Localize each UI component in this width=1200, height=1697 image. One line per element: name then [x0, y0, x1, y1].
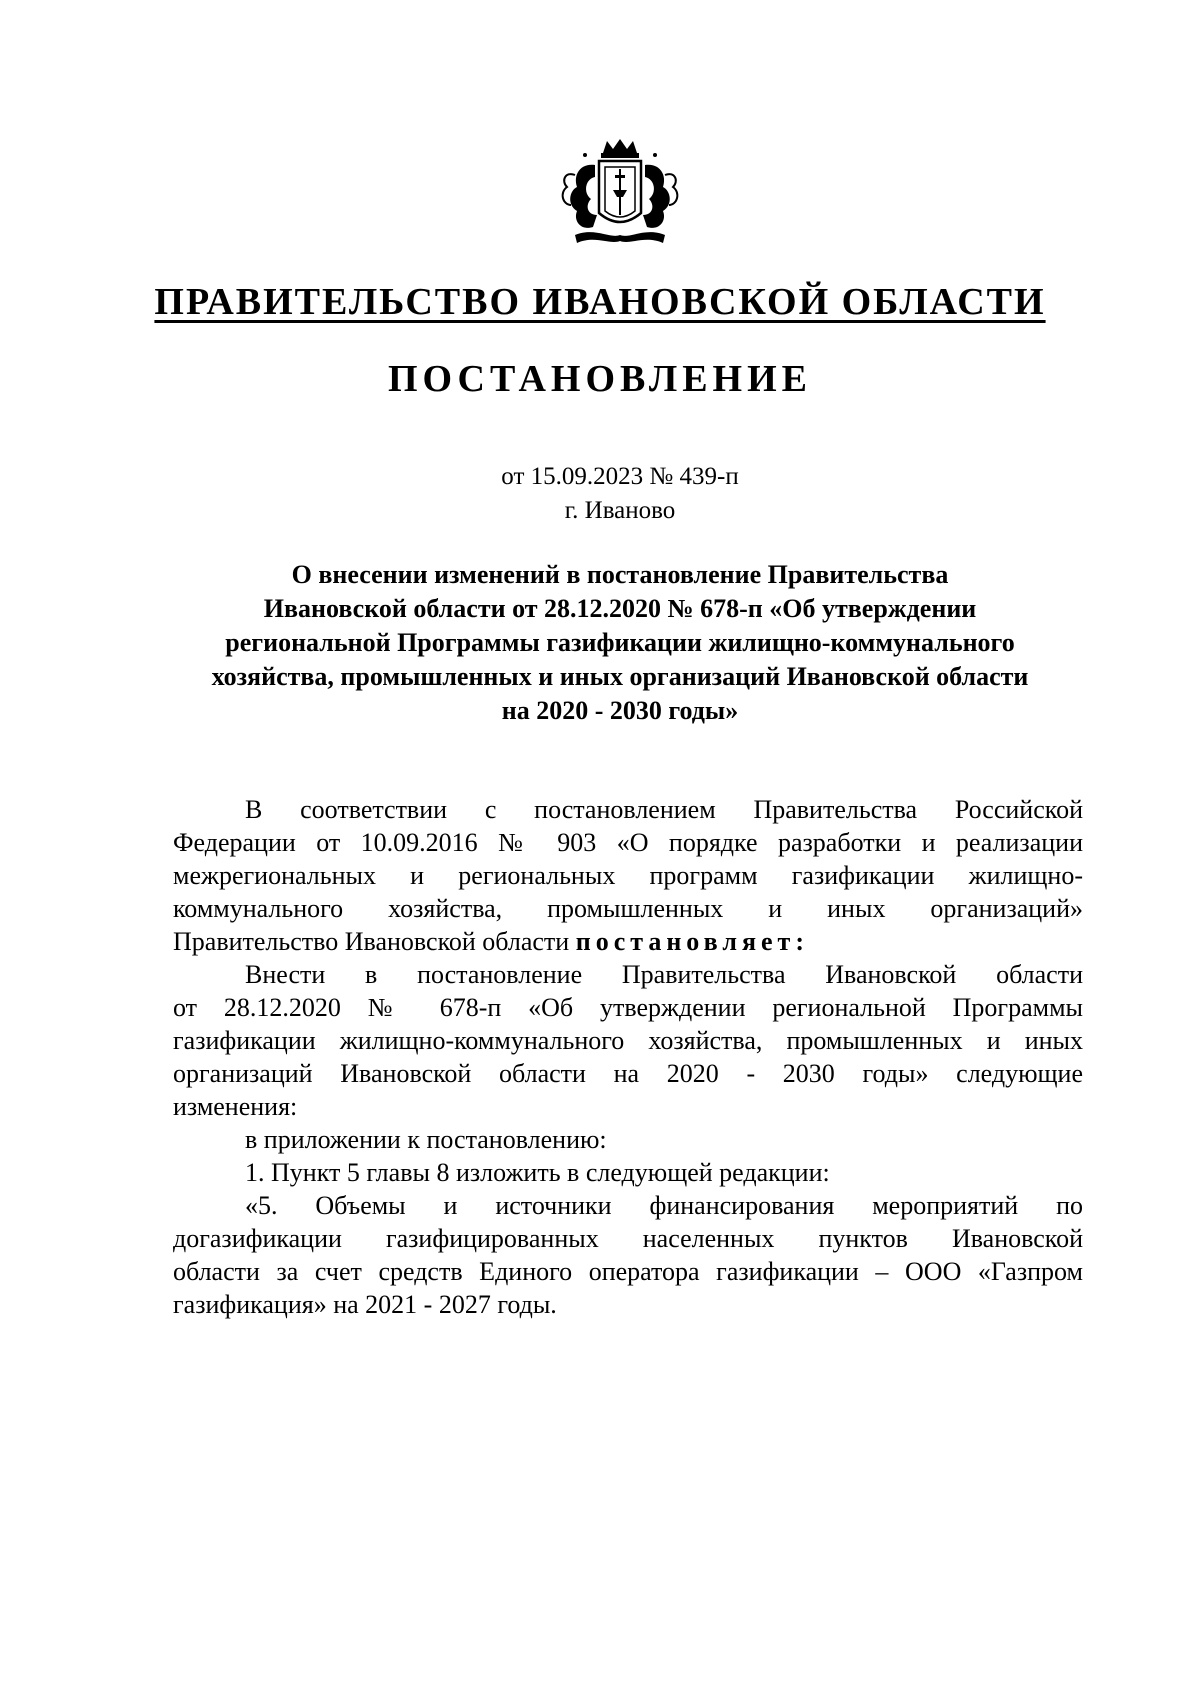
- body-line: в приложении к постановлению:: [245, 1125, 607, 1154]
- coat-of-arms-emblem: [555, 135, 685, 250]
- subject-line: О внесении изменений в постановление Правительства: [291, 560, 949, 589]
- body-line: организаций Ивановской области на 2020 - 2030 годы» следующие: [173, 1059, 1083, 1088]
- body-line: [173, 925, 1083, 958]
- document-subject: [160, 558, 1080, 728]
- body-line: от 28.12.2020 № 678-п «Об утверждении региональной Программы: [173, 993, 1083, 1022]
- body-line: изменения:: [173, 1092, 298, 1121]
- subject-line: на 2020 - 2030 годы»: [501, 696, 739, 725]
- decree-word: постановляет:: [575, 927, 809, 956]
- subject-line: региональной Программы газификации жилищно-коммунального: [225, 628, 1015, 657]
- document-city: г. Иваново: [564, 497, 676, 524]
- body-line: коммунального хозяйства, промышленных и иных организаций»: [173, 894, 1083, 923]
- body-line: 1. Пункт 5 главы 8 изложить в следующей редакции:: [245, 1158, 830, 1187]
- body-line: газификация» на 2021 - 2027 годы.: [173, 1290, 557, 1319]
- body-text: Правительство Ивановской области: [173, 927, 576, 956]
- body-line: Внести в постановление Правительства Ивановской области: [245, 960, 1083, 989]
- document-body: [173, 793, 1083, 1321]
- document-date-number: от 15.09.2023 № 439-п: [501, 463, 739, 490]
- government-title: ПРАВИТЕЛЬСТВО ИВАНОВСКОЙ ОБЛАСТИ: [154, 281, 1046, 323]
- body-line: догазификации газифицированных населенных пунктов Ивановской: [173, 1224, 1083, 1253]
- body-line: «5. Объемы и источники финансирования мероприятий по: [245, 1191, 1083, 1220]
- body-line: В соответствии с постановлением Правительства Российской: [245, 795, 1083, 824]
- body-line: межрегиональных и региональных программ газификации жилищно-: [173, 861, 1083, 890]
- subject-line: Ивановской области от 28.12.2020 № 678-п «Об утверждении: [263, 594, 977, 623]
- subject-line: хозяйства, промышленных и иных организаций Ивановской области: [211, 662, 1029, 691]
- body-line: газификации жилищно-коммунального хозяйства, промышленных и иных: [173, 1026, 1083, 1055]
- body-line: области за счет средств Единого оператора газификации – ООО «Газпром: [173, 1257, 1083, 1286]
- body-line: Федерации от 10.09.2016 № 903 «О порядке разработки и реализации: [173, 828, 1083, 857]
- document-type-title: ПОСТАНОВЛЕНИЕ: [387, 358, 813, 400]
